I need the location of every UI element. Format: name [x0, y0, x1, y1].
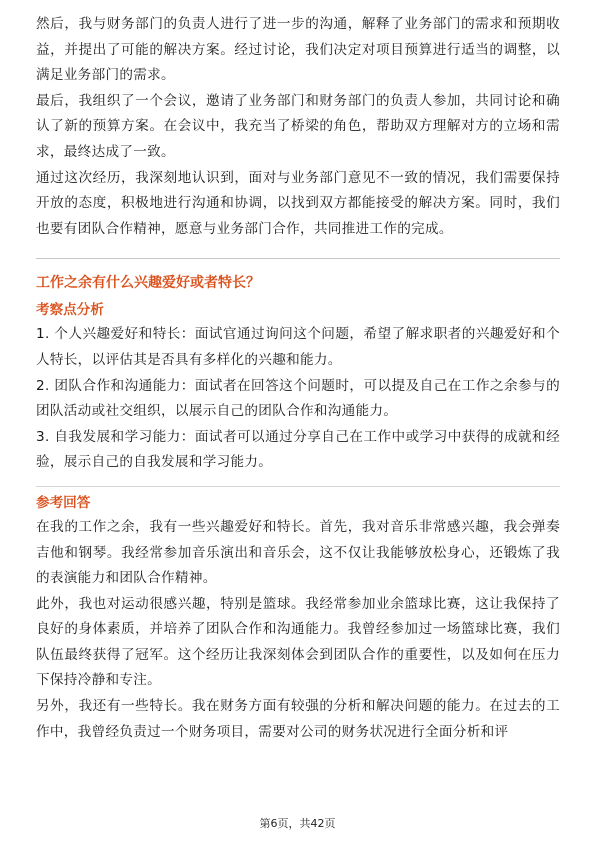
analysis-point: 3. 自我发展和学习能力：面试者可以通过分享自己在工作中或学习中获得的成就和经验，展示自己的自我发展和学习能力。 [36, 428, 560, 471]
answer-paragraph: 在我的工作之余，我有一些兴趣爱好和特长。首先，我对音乐非常感兴趣，我会弹奏吉他和钢琴。我经常参加音乐演出和音乐会，这不仅让我能够放松身心，还锻炼了我的表演能力和团队合作精神。 [36, 518, 560, 587]
document-page [36, 12, 560, 745]
body-paragraph: 然后，我与财务部门的负责人进行了进一步的沟通，解释了业务部门的需求和预期收益，并提出了可能的解决方案。经过讨论，我们决定对项目预算进行适当的调整，以满足业务部门的需求。 [36, 16, 560, 84]
analysis-point: 2. 团队合作和沟通能力：面试者在回答这个问题时，可以提及自己在工作之余参与的团队活动或社交组织，以展示自己的团队合作和沟通能力。 [36, 377, 560, 420]
body-paragraph: 通过这次经历，我深刻地认识到，面对与业务部门意见不一致的情况，我们需要保持开放的态度，积极地进行沟通和协调，以找到双方都能接受的解决方案。同时，我们也要有团队合作精神，愿意与业务部门合作，共同推进工作的完成。 [36, 169, 560, 237]
question-heading: 工作之余有什么兴趣爱好或者特长？ [36, 275, 260, 292]
page-number: 第6页，共42页 [259, 817, 336, 830]
answer-section [36, 486, 560, 745]
body-paragraph: 最后，我组织了一个会议，邀请了业务部门和财务部门的负责人参加，共同讨论和确认了新的预算方案。在会议中，我充当了桥梁的角色，帮助双方理解对方的立场和需求，最终达成了一致。 [36, 92, 560, 160]
question-section [36, 258, 560, 745]
answer-paragraph: 另外，我还有一些特长。我在财务方面有较强的分析和解决问题的能力。在过去的工作中，我曾经负责过一个财务项目，需要对公司的财务状况进行全面分析和评 [36, 698, 560, 740]
analysis-point: 1. 个人兴趣爱好和特长：面试官通过询问这个问题，希望了解求职者的兴趣爱好和个人特长，以评估其是否具有多样化的兴趣和能力。 [36, 326, 560, 368]
answer-paragraph: 此外，我也对运动很感兴趣，特别是篮球。我经常参加业余篮球比赛，这让我保持了良好的身体素质，并培养了团队合作和沟通能力。我曾经参加过一场篮球比赛，我们队伍最终获得了冠军。这个经历让我深刻体会到团队合作的重要性，以及如何在压力下保持冷静和专注。 [36, 595, 560, 689]
analysis-heading: 考察点分析 [36, 302, 104, 319]
answer-heading: 参考回答 [36, 494, 91, 511]
